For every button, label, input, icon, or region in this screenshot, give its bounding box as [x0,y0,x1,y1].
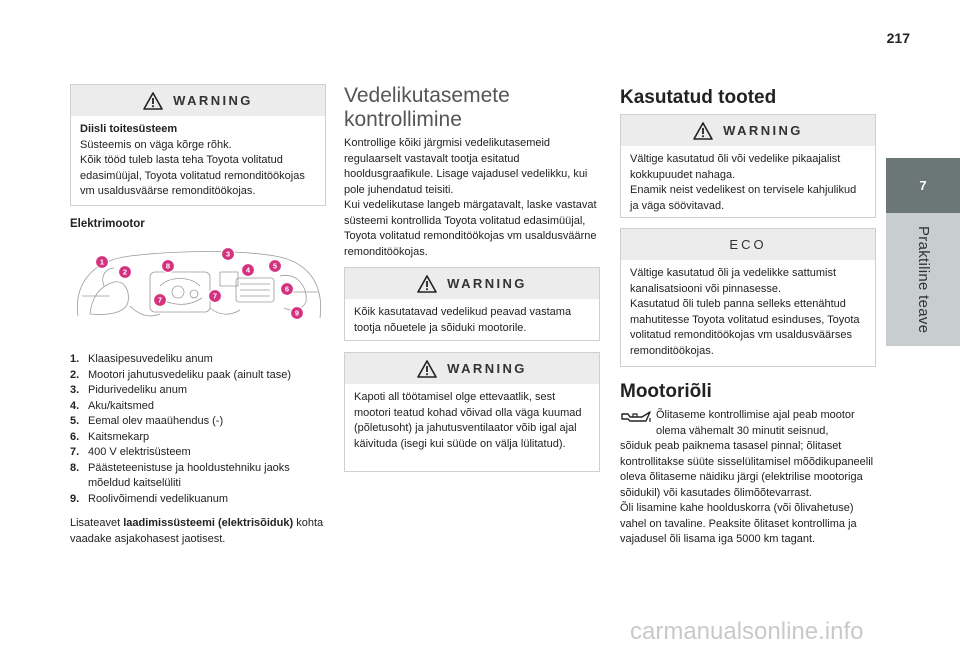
callout-1: 1 [99,257,105,267]
column-2 [344,84,600,484]
list-item: 5. Eemal olev maaühendus (-) [70,415,224,427]
warning-title: WARNING [723,122,803,138]
callout-6: 6 [284,284,290,294]
warning-box-header [345,268,599,299]
list-item: 6. Kaitsmekarp [70,430,150,443]
list-item: 3. Pidurivedeliku anum [70,384,188,396]
heading-fluid-levels: Vedelikutasemete kontrollimine [344,84,510,131]
chapter-tab[interactable]: 7 [886,158,960,213]
warning-triangle-icon [417,275,437,293]
warning-text: Vältige kasutatud õli või vedelike pikaajalist kokkupuudet nahaga. Enamik neist vedelikest on tervisele kahjulikud ja väga söövitavad. [630,153,857,212]
warning-box-header [71,85,325,116]
callout-3: 3 [225,249,231,259]
heading-used-products: Kasutatud tooted [620,87,777,108]
column-3 [620,86,876,566]
warning-text: Kapoti all töötamisel olge ettevaatlik, sest mootori teatud kohad võivad olla väga kuumad (põletusoht) ja jahutusventilaator võib igal ajal käivituda (isegi kui süüde on välja lülitatud). [354,391,582,450]
callout-5: 5 [272,261,278,271]
warning-box-used-oil [620,114,876,218]
warning-text: Süsteemis on väga kõrge rõhk. Kõik tööd tuleb lasta teha Toyota volitatud edasimüüjal, Toyota volitatud remonditöökojas vm usaldusväärse remonditöökojas. [80,138,305,197]
list-item: 2. Mootori jahutusvedeliku paak (ainult tase) [70,368,292,381]
callout-9: 9 [294,308,300,318]
warning-text: Kõik kasutatavad vedelikud peavad vastama tootja nõuetele ja sõiduki mootorile. [354,306,572,334]
list-item: 1. Klaasipesuvedeliku anum [70,353,213,365]
eco-box [620,228,876,367]
list-item: 9. Roolivõimendi vedelikuanum [70,492,229,505]
callout-7b: 7 [212,291,218,301]
callout-7a: 7 [157,295,163,305]
warning-triangle-icon [143,92,163,110]
parts-list [70,352,324,507]
engine-oil-section [620,408,876,548]
list-item: 4. Aku/kaitsmed [70,399,155,412]
fluid-intro-text: Kontrollige kõiki järgmisi vedelikutasemeid regulaarselt vastavalt tootja esitatud hooldusgraafikule. Lisage vajadusel vedelikku, kui pole juhendatud teisiti. Kui vedelikutase langeb märgatavalt, laske vastavat süsteemi kontrollida Toyota volitatud edasimüüjal, Toyota volitatud remonditöökojas vm usaldusväärne remonditöökojas. [344,137,597,258]
warning-triangle-icon [693,122,713,140]
eco-text: Vältige kasutatud õli ja vedelikke sattumist kanalisatsiooni või pinnasesse. Kasutatud õli tuleb panna selleks ettenähtud mahutitesse Toyota volitatud esinduses, Toyota volitatud remonditöökojas vm usaldusväärses remonditöökojas. [630,267,860,357]
callout-8: 8 [165,261,171,271]
warning-title: WARNING [447,275,527,291]
column-1 [70,84,326,544]
warning-title: WARNING [447,360,527,376]
subheading-electric-motor: Elektrimootor [70,218,145,230]
warning-box-fluids [344,267,600,341]
page-number: 217 [886,30,910,46]
chapter-tab-label: Praktiline teave [915,226,932,334]
warning-box-diesel [70,84,326,206]
oil-can-icon [620,408,652,426]
list-item: 8. Päästeteenistuse ja hooldustehniku jaoks mõeldud kaitselüliti [70,461,290,489]
oil-text-first: Õlitaseme kontrollimise ajal peab mootor olema vähemalt 30 minutit seisnud, [656,409,855,437]
callout-2: 2 [122,267,128,277]
warning-title: WARNING [173,92,253,108]
oil-text-rest: sõiduk peab paiknema tasasel pinnal; õlitaset kontrollitakse süüte sisselülitamisel mõõdikupaneelil oleva õlitaseme näidiku järgi (elektrilise mootoriga sõidukil) või kasutades õlimõõtevarrast. Õli lisamine kahe hoolduskorra (või õlivahetuse) vahel on tavaline. Peaksite õlitaset kontrollima ja vajadusel õli lisama iga 5000 km tagant. [620,440,874,545]
eco-box-header [621,229,875,260]
warning-box-header [345,353,599,384]
eco-title: ECO [729,236,767,252]
list-item: 7. 400 V elektrisüsteem [70,446,191,458]
warning-lead: Diisli toitesüsteem [80,123,178,135]
engine-bay-illustration [70,246,326,326]
warning-body [71,116,325,208]
warning-box-header [621,115,875,146]
watermark: carmanualsonline.info [630,618,864,645]
warning-triangle-icon [417,360,437,378]
warning-box-hood [344,352,600,472]
heading-engine-oil: Mootoriõli [620,381,712,402]
more-info-text: Lisateavet laadimissüsteemi (elektrisõiduk) kohta vaadake asjakohasest jaotisest. [70,517,324,545]
callout-4: 4 [245,265,251,275]
